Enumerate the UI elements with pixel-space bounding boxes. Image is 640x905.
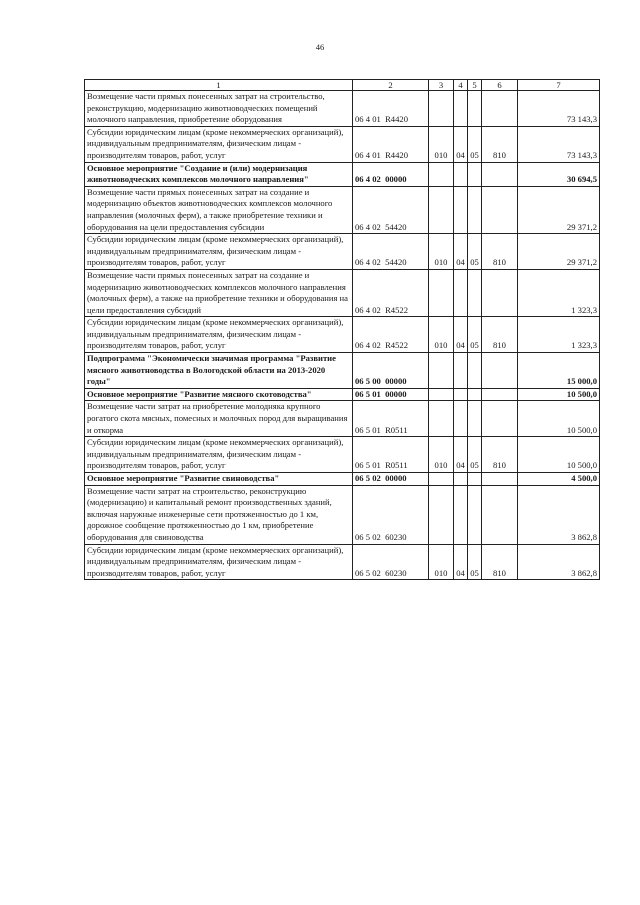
cell-name: Подпрограмма "Экономически значимая программа "Развитие мясного животноводства в Вологодской области на 2013-2020 годы"	[85, 353, 353, 389]
cell-c6	[482, 162, 518, 186]
cell-name: Субсидии юридическим лицам (кроме некоммерческих организаций), индивидуальным предпринимателям, физическим лицам - производителям товаров, работ, услуг	[85, 126, 353, 162]
cell-amount: 30 694,5	[518, 162, 600, 186]
column-number-row	[85, 80, 600, 91]
cell-c5	[468, 401, 482, 437]
cell-amount: 10 500,0	[518, 437, 600, 473]
cell-c5: 05	[468, 317, 482, 353]
cell-c3: 010	[429, 317, 454, 353]
cell-c3	[429, 388, 454, 401]
table-row	[85, 473, 600, 486]
cell-name: Основное мероприятие "Создание и (или) модернизация животноводческих комплексов молочного направления"	[85, 162, 353, 186]
cell-c3	[429, 186, 454, 233]
cell-amount: 29 371,2	[518, 186, 600, 233]
cell-c4: 04	[454, 544, 468, 580]
cell-amount: 15 000,0	[518, 353, 600, 389]
cell-c5: 05	[468, 126, 482, 162]
cell-c3	[429, 353, 454, 389]
table-row	[85, 353, 600, 389]
column-header: 5	[468, 80, 482, 91]
cell-code: 06 4 01 R4420	[353, 126, 429, 162]
cell-code: 06 4 01 R4420	[353, 91, 429, 127]
column-header: 1	[85, 80, 353, 91]
cell-c5	[468, 269, 482, 316]
cell-c3: 010	[429, 126, 454, 162]
cell-c4: 04	[454, 234, 468, 270]
cell-c4: 04	[454, 126, 468, 162]
cell-c4	[454, 269, 468, 316]
cell-c6	[482, 91, 518, 127]
cell-c6	[482, 485, 518, 544]
cell-c4: 04	[454, 317, 468, 353]
column-header: 7	[518, 80, 600, 91]
table-row	[85, 234, 600, 270]
column-header: 4	[454, 80, 468, 91]
table-row	[85, 485, 600, 544]
cell-c4	[454, 401, 468, 437]
cell-c6	[482, 401, 518, 437]
cell-name: Субсидии юридическим лицам (кроме некоммерческих организаций), индивидуальным предпринимателям, физическим лицам - производителям товаров, работ, услуг	[85, 437, 353, 473]
cell-c6	[482, 353, 518, 389]
cell-c4	[454, 473, 468, 486]
cell-c3: 010	[429, 234, 454, 270]
cell-code: 06 5 01 00000	[353, 388, 429, 401]
cell-c3	[429, 473, 454, 486]
cell-name: Возмещение части затрат на приобретение молодняка крупного рогатого скота мясных, помесных и молочных пород для выращивания и откорма	[85, 401, 353, 437]
cell-c3: 010	[429, 437, 454, 473]
cell-c5: 05	[468, 234, 482, 270]
cell-c5	[468, 353, 482, 389]
budget-table	[84, 79, 600, 580]
table-row	[85, 186, 600, 233]
page-number: 46	[315, 42, 325, 52]
cell-c5	[468, 186, 482, 233]
cell-c5: 05	[468, 544, 482, 580]
cell-c3	[429, 91, 454, 127]
cell-c4	[454, 485, 468, 544]
cell-c6: 810	[482, 544, 518, 580]
cell-code: 06 4 02 00000	[353, 162, 429, 186]
cell-c4	[454, 388, 468, 401]
cell-c4	[454, 91, 468, 127]
cell-c6: 810	[482, 126, 518, 162]
table-row	[85, 126, 600, 162]
cell-amount: 1 323,3	[518, 269, 600, 316]
table-row	[85, 317, 600, 353]
cell-amount: 29 371,2	[518, 234, 600, 270]
cell-c3	[429, 162, 454, 186]
cell-name: Возмещение части прямых понесенных затрат на создание и модернизацию животноводческих комплексов молочного направления (молочных ферм), а также на приобретение техники и оборудования на цели предоставления субсидий	[85, 269, 353, 316]
cell-c6: 810	[482, 437, 518, 473]
column-header: 2	[353, 80, 429, 91]
cell-amount: 10 500,0	[518, 401, 600, 437]
cell-code: 06 4 02 R4522	[353, 317, 429, 353]
cell-c5	[468, 91, 482, 127]
cell-c6: 810	[482, 317, 518, 353]
cell-name: Субсидии юридическим лицам (кроме некоммерческих организаций), индивидуальным предпринимателям, физическим лицам - производителям товаров, работ, услуг	[85, 234, 353, 270]
cell-c6	[482, 269, 518, 316]
cell-amount: 73 143,3	[518, 91, 600, 127]
cell-c3	[429, 485, 454, 544]
cell-c3: 010	[429, 544, 454, 580]
cell-c6	[482, 186, 518, 233]
cell-code: 06 4 02 R4522	[353, 269, 429, 316]
table-row	[85, 269, 600, 316]
cell-code: 06 5 01 R0511	[353, 401, 429, 437]
cell-code: 06 5 00 00000	[353, 353, 429, 389]
cell-c3	[429, 269, 454, 316]
cell-name: Основное мероприятие "Развитие мясного скотоводства"	[85, 388, 353, 401]
column-header: 3	[429, 80, 454, 91]
cell-code: 06 5 01 R0511	[353, 437, 429, 473]
cell-amount: 4 500,0	[518, 473, 600, 486]
cell-amount: 3 862,8	[518, 485, 600, 544]
cell-c6	[482, 473, 518, 486]
table-row	[85, 544, 600, 580]
cell-code: 06 5 02 60230	[353, 485, 429, 544]
table-row	[85, 401, 600, 437]
cell-c4	[454, 353, 468, 389]
cell-c5	[468, 485, 482, 544]
cell-c5	[468, 388, 482, 401]
cell-c4: 04	[454, 437, 468, 473]
table-row	[85, 91, 600, 127]
column-header: 6	[482, 80, 518, 91]
cell-c6: 810	[482, 234, 518, 270]
cell-amount: 73 143,3	[518, 126, 600, 162]
cell-name: Возмещение части прямых понесенных затрат на создание и модернизацию объектов животноводческих комплексов молочного направления (молочных ферм), а также приобретение техники и оборудования на цели предоставления субсидии	[85, 186, 353, 233]
cell-name: Возмещение части затрат на строительство, реконструкцию (модернизацию) и капитальный ремонт производственных зданий, включая наружные инженерные сети протяженностью до 1 км, дорожное сообщение протяженностью до 1 км, приобретение оборудования для свиноводства	[85, 485, 353, 544]
cell-code: 06 5 02 00000	[353, 473, 429, 486]
cell-c6	[482, 388, 518, 401]
cell-c4	[454, 162, 468, 186]
cell-code: 06 4 02 54420	[353, 186, 429, 233]
cell-name: Основное мероприятие "Развитие свиноводства"	[85, 473, 353, 486]
cell-c5	[468, 162, 482, 186]
cell-amount: 1 323,3	[518, 317, 600, 353]
cell-amount: 3 862,8	[518, 544, 600, 580]
cell-c5	[468, 473, 482, 486]
cell-name: Возмещение части прямых понесенных затрат на строительство, реконструкцию, модернизацию животноводческих помещений молочного направления, приобретение оборудования	[85, 91, 353, 127]
table-row	[85, 437, 600, 473]
table-row	[85, 162, 600, 186]
cell-name: Субсидии юридическим лицам (кроме некоммерческих организаций), индивидуальным предпринимателям, физическим лицам - производителям товаров, работ, услуг	[85, 317, 353, 353]
cell-name: Субсидии юридическим лицам (кроме некоммерческих организаций), индивидуальным предпринимателям, физическим лицам - производителям товаров, работ, услуг	[85, 544, 353, 580]
cell-amount: 10 500,0	[518, 388, 600, 401]
cell-code: 06 5 02 60230	[353, 544, 429, 580]
cell-c5: 05	[468, 437, 482, 473]
cell-c4	[454, 186, 468, 233]
cell-c3	[429, 401, 454, 437]
table-row	[85, 388, 600, 401]
cell-code: 06 4 02 54420	[353, 234, 429, 270]
